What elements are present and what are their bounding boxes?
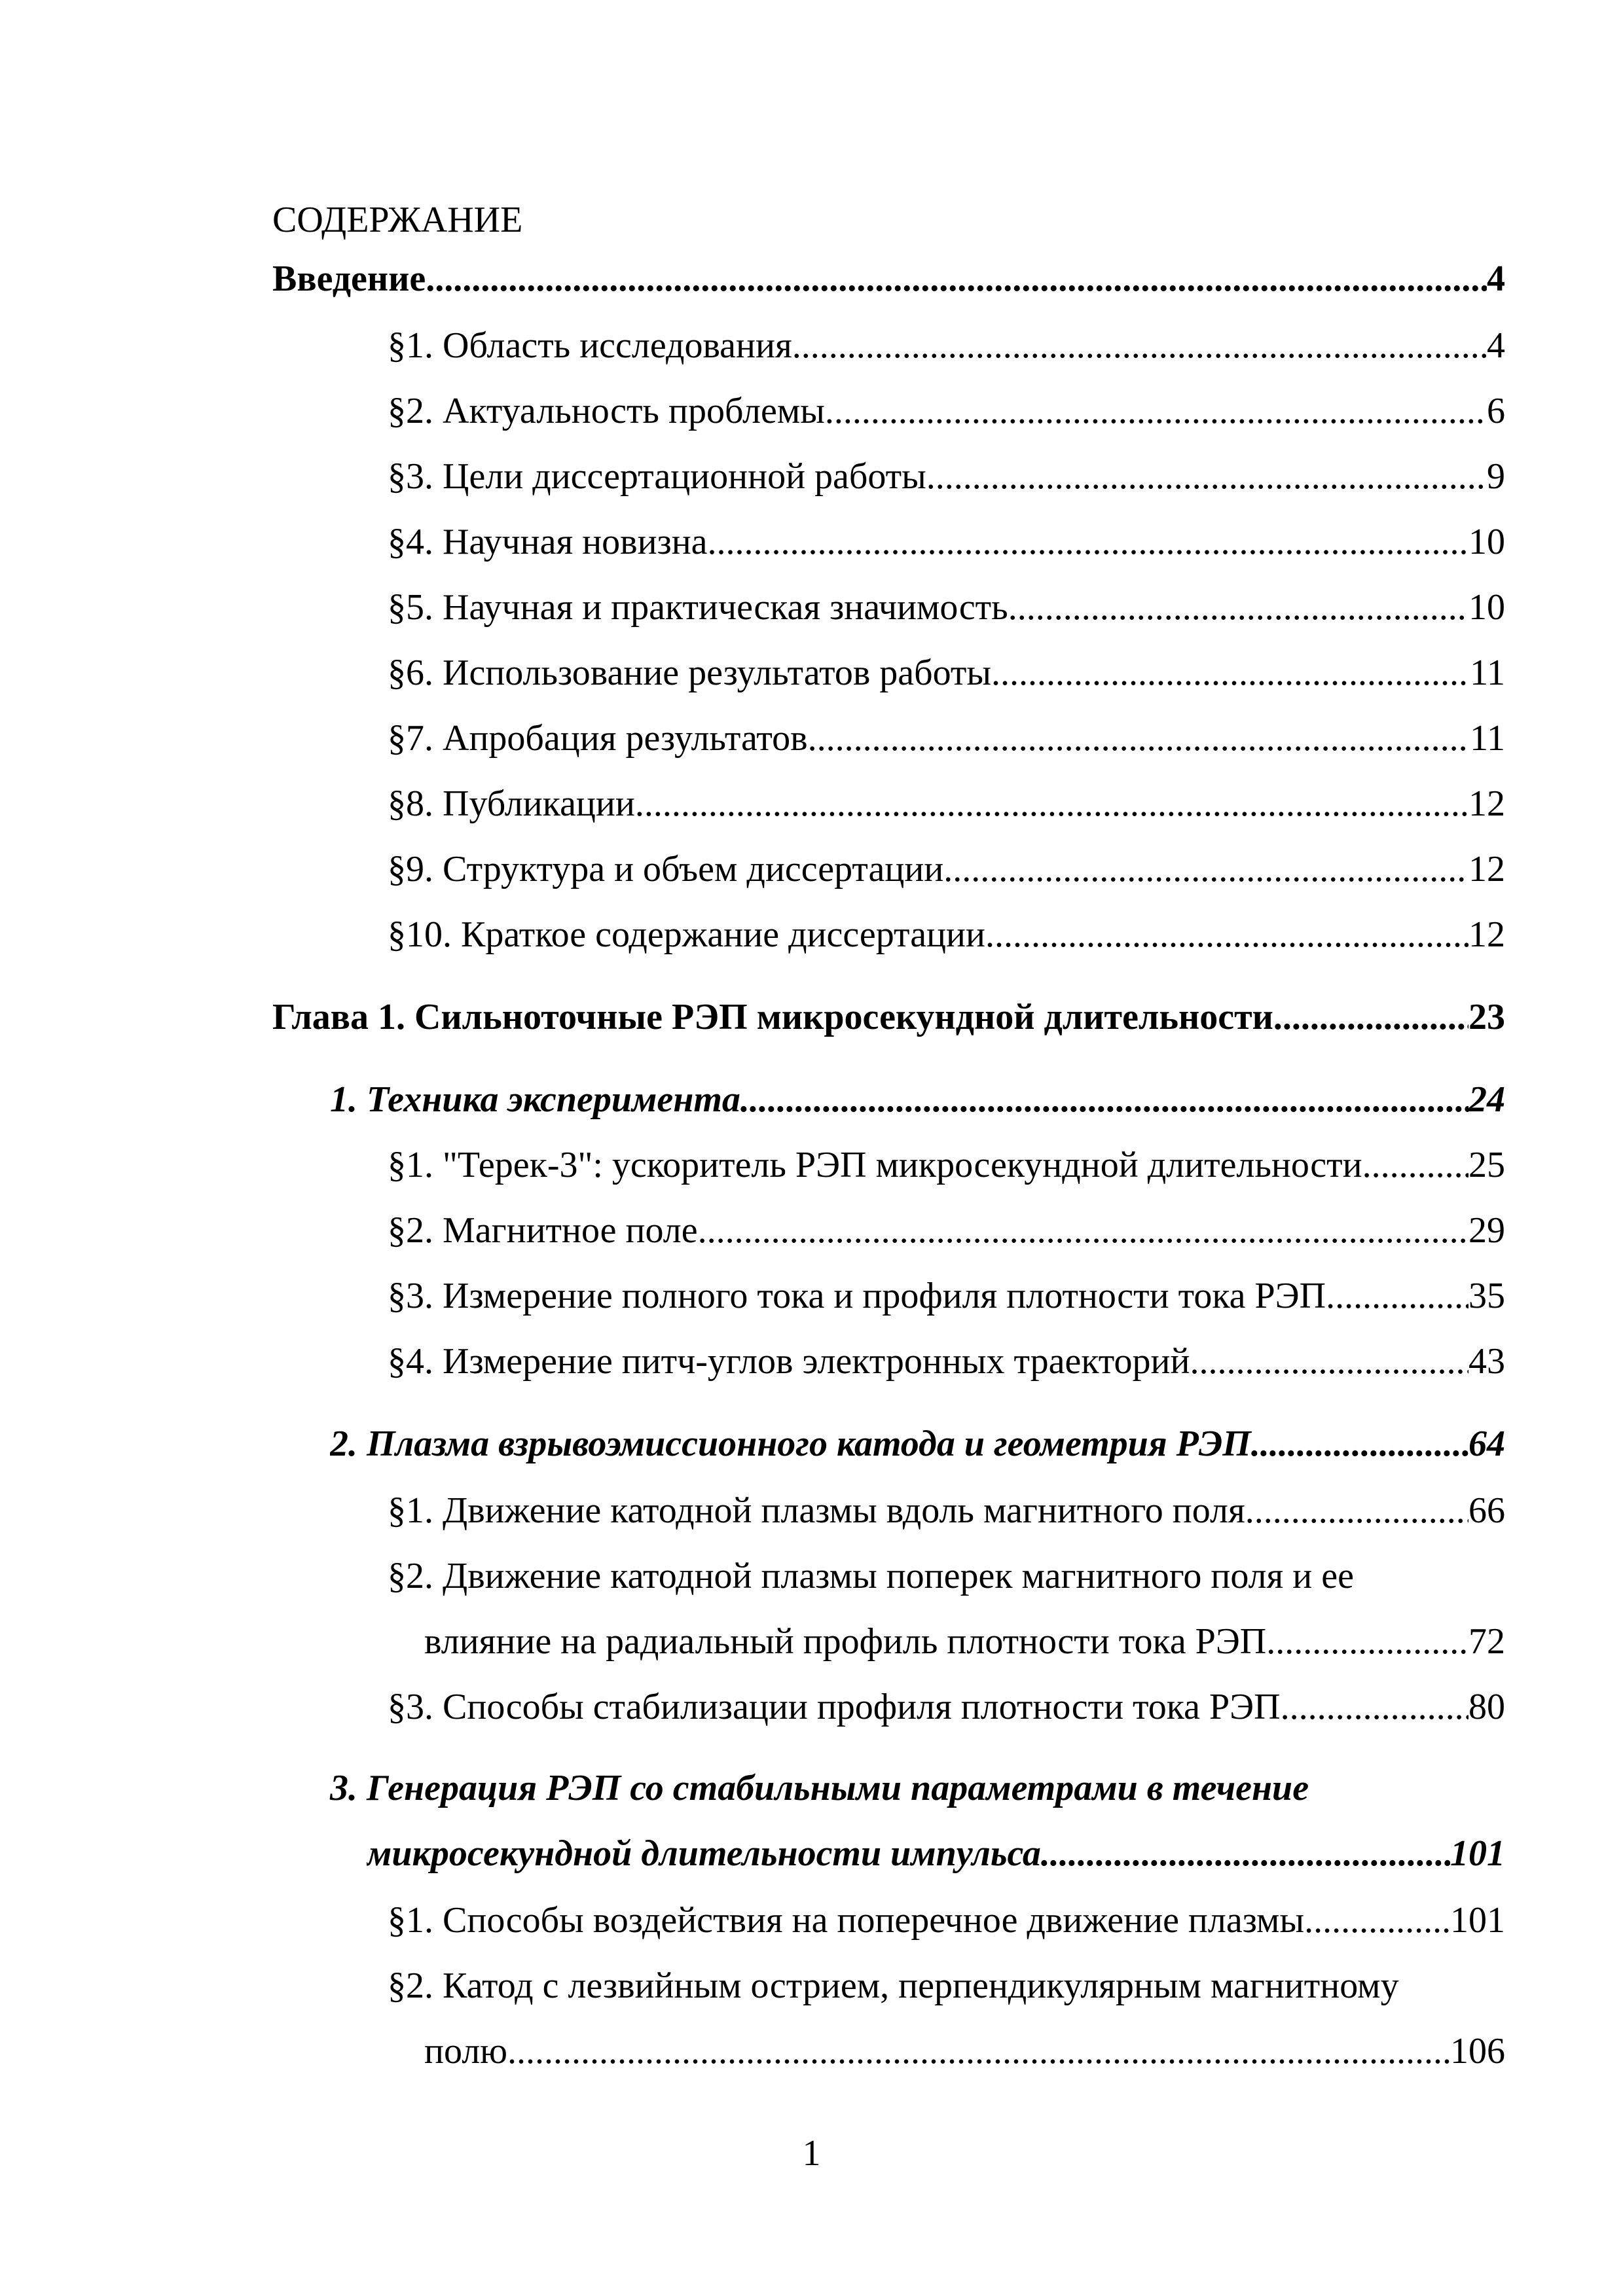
toc-entry-section[interactable] <box>388 385 1505 437</box>
toc-entry-part[interactable] <box>330 1073 1505 1126</box>
toc-entry-title: §2. Актуальность проблемы <box>388 391 825 431</box>
toc-entry-title: §9. Структура и объем диссертации <box>388 849 944 889</box>
toc-dot-leader <box>708 516 1468 568</box>
toc-entry-page: 80 <box>1468 1687 1505 1727</box>
toc-entry-section[interactable] <box>388 843 1505 895</box>
toc-dot-leader <box>1372 1139 1468 1191</box>
toc-entry-page: 101 <box>1450 1833 1505 1874</box>
toc-entry-title: влияние на радиальный профиль плотности тока РЭП <box>424 1621 1267 1662</box>
toc-entry-page: 43 <box>1468 1341 1505 1382</box>
toc-dot-leader <box>507 2025 1450 2077</box>
toc-entry-introduction[interactable] <box>272 253 1505 305</box>
toc-entry-part[interactable] <box>330 1418 1505 1470</box>
toc-entry-section[interactable] <box>388 1139 1505 1191</box>
toc-entry-title: §8. Публикации <box>388 783 635 824</box>
toc-entry-title-line1: §2. Движение катодной плазмы поперек магнитного поля и ее <box>388 1556 1354 1596</box>
toc-entry-page: 24 <box>1468 1079 1505 1120</box>
toc-entry-page: 23 <box>1468 997 1505 1037</box>
toc-entry-title: §2. Магнитное поле. <box>388 1210 707 1251</box>
toc-entry-part[interactable] <box>367 1827 1505 1880</box>
toc-entry-title: §3. Способы стабилизации профиля плотности тока РЭП <box>388 1687 1281 1727</box>
toc-entry-page: 106 <box>1450 2031 1505 2072</box>
toc-entry-chapter[interactable] <box>272 991 1505 1043</box>
toc-entry-page: 64 <box>1468 1424 1505 1464</box>
toc-dot-leader <box>985 908 1468 961</box>
toc-entry-title: 1. Техника эксперимента <box>330 1079 740 1120</box>
toc-entry-section[interactable] <box>388 581 1505 634</box>
toc-dot-leader <box>792 319 1487 372</box>
toc-dot-leader <box>1273 991 1468 1043</box>
toc-dot-leader <box>943 843 1468 895</box>
toc-entry-title: §10. Краткое содержание диссертации <box>388 914 985 955</box>
toc-entry-page: 11 <box>1470 718 1505 759</box>
toc-entry-section[interactable] <box>388 450 1505 503</box>
toc-entry-page: 12 <box>1468 914 1505 955</box>
toc-entry-title: 2. Плазма взрывоэмиссионного катода и геометрия РЭП <box>330 1424 1251 1464</box>
toc-entry-section[interactable] <box>388 1335 1505 1388</box>
toc-dot-leader <box>1041 1827 1450 1880</box>
toc-entry-page: 10 <box>1468 522 1505 562</box>
toc-entry-title: §1. Способы воздействия на поперечное движение плазмы <box>388 1900 1305 1941</box>
toc-entry-section[interactable] <box>388 778 1505 830</box>
toc-entry-section[interactable] <box>388 516 1505 568</box>
toc-entry-title: §1. Область исследования <box>388 325 792 366</box>
toc-entry-page: 12 <box>1468 849 1505 889</box>
toc-entry-title-line1: §2. Катод с лезвийным острием, перпендикулярным магнитному <box>388 1965 1399 2006</box>
toc-entry-page: 10 <box>1468 587 1505 628</box>
toc-entry-section[interactable] <box>388 319 1505 372</box>
toc-dot-leader <box>825 385 1487 437</box>
toc-entry-page: 29 <box>1468 1210 1505 1251</box>
toc-entry-section[interactable] <box>388 1484 1505 1537</box>
toc-entry-page: 6 <box>1487 391 1505 431</box>
toc-entry-page: 72 <box>1468 1621 1505 1662</box>
toc-entry-page: 9 <box>1487 456 1505 497</box>
toc-entry-title: §1. Движение катодной плазмы вдоль магнитного поля <box>388 1490 1245 1531</box>
toc-entry-title: §3. Цели диссертационной работы <box>388 456 926 497</box>
toc-dot-leader <box>1251 1418 1468 1470</box>
toc-entry-page: 101 <box>1450 1900 1505 1941</box>
toc-entry-section[interactable] <box>388 647 1505 699</box>
toc-entry-title: Введение <box>272 259 426 299</box>
toc-dot-leader <box>740 1073 1468 1126</box>
toc-entry-section[interactable] <box>424 2025 1505 2077</box>
toc-entry-title-line1: 3. Генерация РЭП со стабильными параметрами в течение <box>330 1768 1309 1808</box>
toc-entry-section[interactable] <box>388 1270 1505 1322</box>
toc-entry-page: 11 <box>1470 653 1505 693</box>
toc-entry-page: 35 <box>1468 1276 1505 1316</box>
toc-dot-leader <box>1008 581 1468 634</box>
toc-dot-leader <box>1245 1484 1468 1537</box>
toc-dot-leader <box>426 253 1487 305</box>
toc-dot-leader <box>1281 1681 1468 1733</box>
toc-entry-title: §5. Научная и практическая значимость <box>388 587 1008 628</box>
toc-dot-leader <box>926 450 1487 503</box>
toc-dot-leader <box>1304 1894 1450 1946</box>
toc-entry-section[interactable] <box>388 908 1505 961</box>
toc-entry-section[interactable] <box>388 712 1505 764</box>
toc-entry-section[interactable] <box>388 1894 1505 1946</box>
toc-entry-title: §4. Измерение питч-углов электронных траекторий <box>388 1341 1190 1382</box>
toc-entry-section[interactable] <box>424 1615 1505 1668</box>
toc-entry-title: §4. Научная новизна <box>388 522 708 562</box>
toc-entry-title: §3. Измерение полного тока и профиля плотности тока РЭП <box>388 1276 1326 1316</box>
toc-entry-page: 25 <box>1468 1145 1505 1185</box>
toc-dot-leader <box>1326 1270 1468 1322</box>
toc-entry-section[interactable] <box>388 1204 1505 1257</box>
toc-dot-leader <box>808 712 1470 764</box>
toc-entry-title: Глава 1. Сильноточные РЭП микросекундной длительности <box>272 997 1273 1037</box>
footer-page-number: 1 <box>802 2133 821 2174</box>
toc-dot-leader <box>635 778 1468 830</box>
toc-dot-leader <box>707 1204 1468 1257</box>
toc-dot-leader <box>1190 1335 1468 1388</box>
toc-entry-page: 66 <box>1468 1490 1505 1531</box>
toc-entry-title: §7. Апробация результатов <box>388 718 808 759</box>
toc-entry-page: 4 <box>1487 325 1505 366</box>
toc-entry-title: микросекундной длительности импульса <box>367 1833 1041 1874</box>
toc-entry-page: 4 <box>1487 259 1505 299</box>
toc-entry-title: §1. "Терек-3": ускоритель РЭП микросекундной длительности. <box>388 1145 1372 1185</box>
toc-entry-title: §6. Использование результатов работы <box>388 653 991 693</box>
toc-dot-leader <box>1266 1615 1468 1668</box>
toc-dot-leader <box>991 647 1470 699</box>
toc-heading: СОДЕРЖАНИЕ <box>272 200 523 240</box>
toc-entry-section[interactable] <box>388 1681 1505 1733</box>
toc-entry-page: 12 <box>1468 783 1505 824</box>
toc-entry-title: полю <box>424 2031 508 2072</box>
